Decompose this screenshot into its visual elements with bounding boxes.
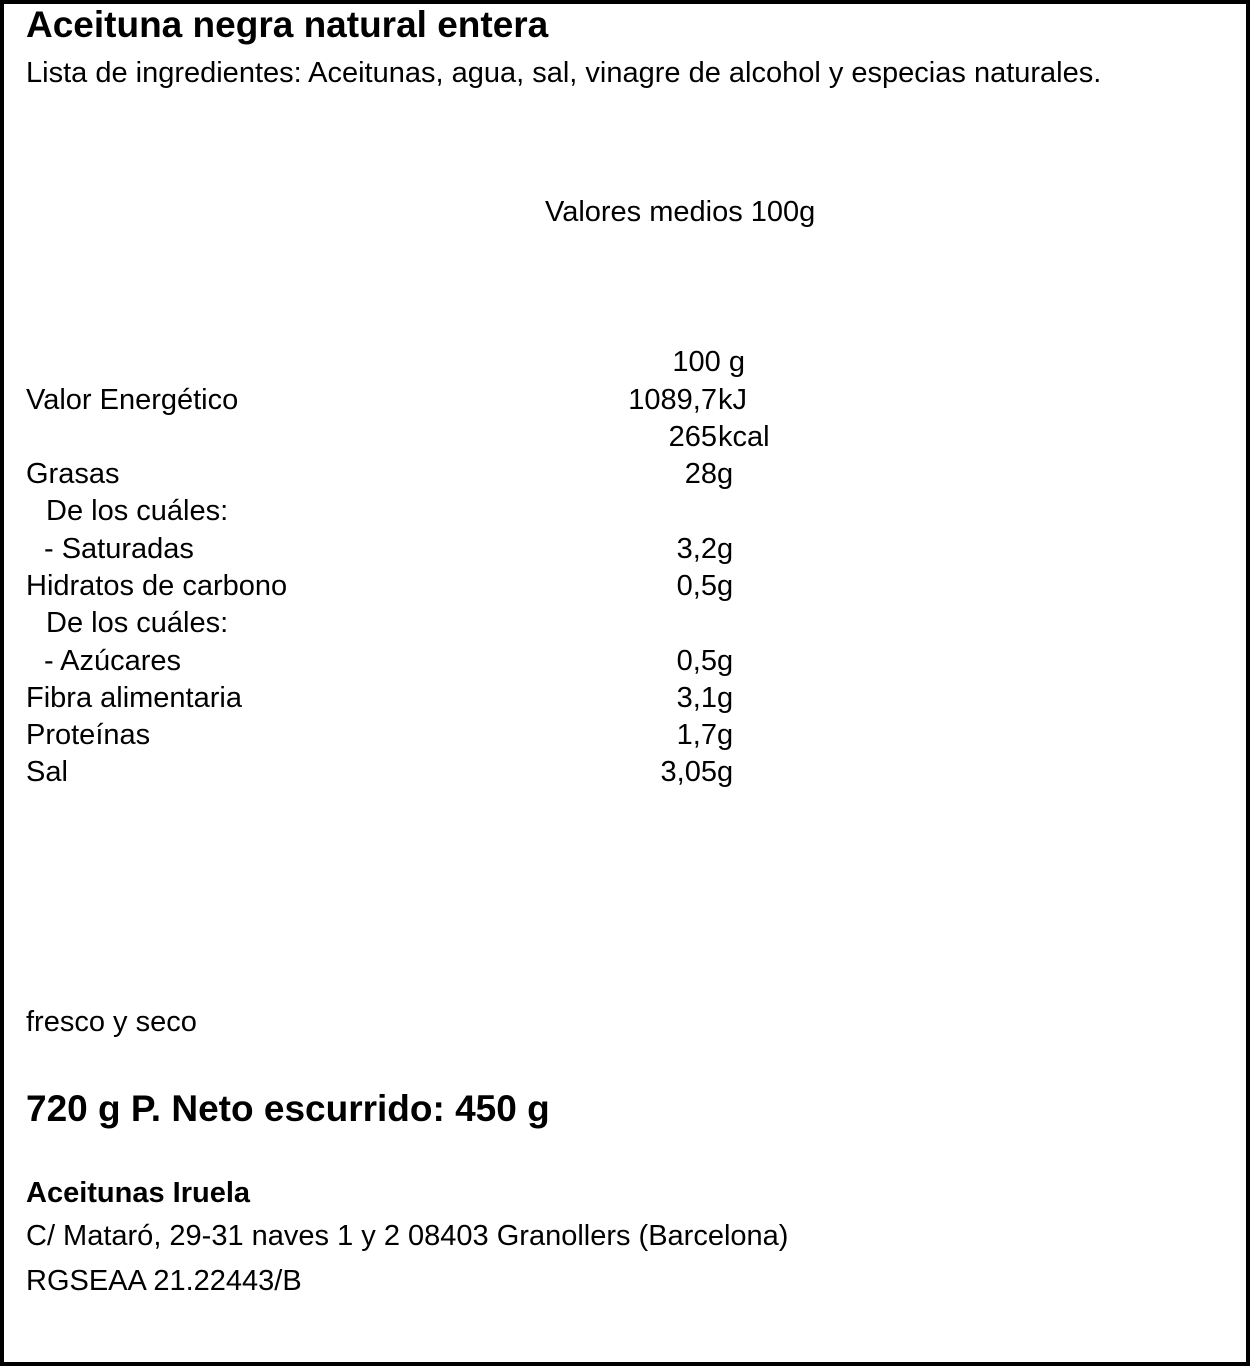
fat-label: Grasas bbox=[26, 458, 120, 490]
energy-label: Valor Energético bbox=[26, 384, 239, 416]
carbs-label: Hidratos de carbono bbox=[26, 570, 288, 602]
ingredients-list: Lista de ingredientes: Aceitunas, agua, sal, vinagre de alcohol y especias naturales. bbox=[26, 57, 1102, 89]
protein-label: Proteínas bbox=[26, 719, 151, 751]
energy-kj-value: 1089,7 bbox=[628, 384, 717, 416]
column-header: 100 g bbox=[672, 346, 745, 378]
saturated-value: 3,2 bbox=[676, 533, 717, 565]
company-name: Aceitunas Iruela bbox=[26, 1177, 251, 1209]
fat-unit: g bbox=[717, 458, 734, 490]
energy-kj-unit: kJ bbox=[718, 384, 747, 416]
fiber-unit: g bbox=[717, 682, 734, 714]
fiber-value: 3,1 bbox=[676, 682, 717, 714]
fat-value: 28 bbox=[684, 458, 717, 490]
sugars-value: 0,5 bbox=[676, 645, 717, 677]
of-which-label: De los cuáles: bbox=[46, 607, 229, 639]
nutrition-header: Valores medios 100g bbox=[545, 196, 816, 228]
of-which-label: De los cuáles: bbox=[46, 495, 229, 527]
salt-label: Sal bbox=[26, 756, 68, 788]
salt-value: 3,05 bbox=[660, 756, 717, 788]
saturated-label: - Saturadas bbox=[44, 533, 194, 565]
energy-kcal-value: 265 bbox=[668, 421, 717, 453]
sugars-unit: g bbox=[717, 645, 734, 677]
carbs-unit: g bbox=[717, 570, 734, 602]
salt-unit: g bbox=[717, 756, 734, 788]
carbs-value: 0,5 bbox=[676, 570, 717, 602]
energy-kcal-unit: kcal bbox=[718, 421, 770, 453]
saturated-unit: g bbox=[717, 533, 734, 565]
sugars-label: - Azúcares bbox=[44, 645, 181, 677]
fiber-label: Fibra alimentaria bbox=[26, 682, 242, 714]
net-weight: 720 g P. Neto escurrido: 450 g bbox=[26, 1088, 550, 1129]
registry-number: RGSEAA 21.22443/B bbox=[26, 1265, 302, 1297]
company-address: C/ Mataró, 29-31 naves 1 y 2 08403 Granollers (Barcelona) bbox=[26, 1220, 789, 1252]
product-title: Aceituna negra natural entera bbox=[26, 4, 549, 45]
protein-unit: g bbox=[717, 719, 734, 751]
protein-value: 1,7 bbox=[676, 719, 717, 751]
storage-instructions: fresco y seco bbox=[26, 1006, 197, 1038]
